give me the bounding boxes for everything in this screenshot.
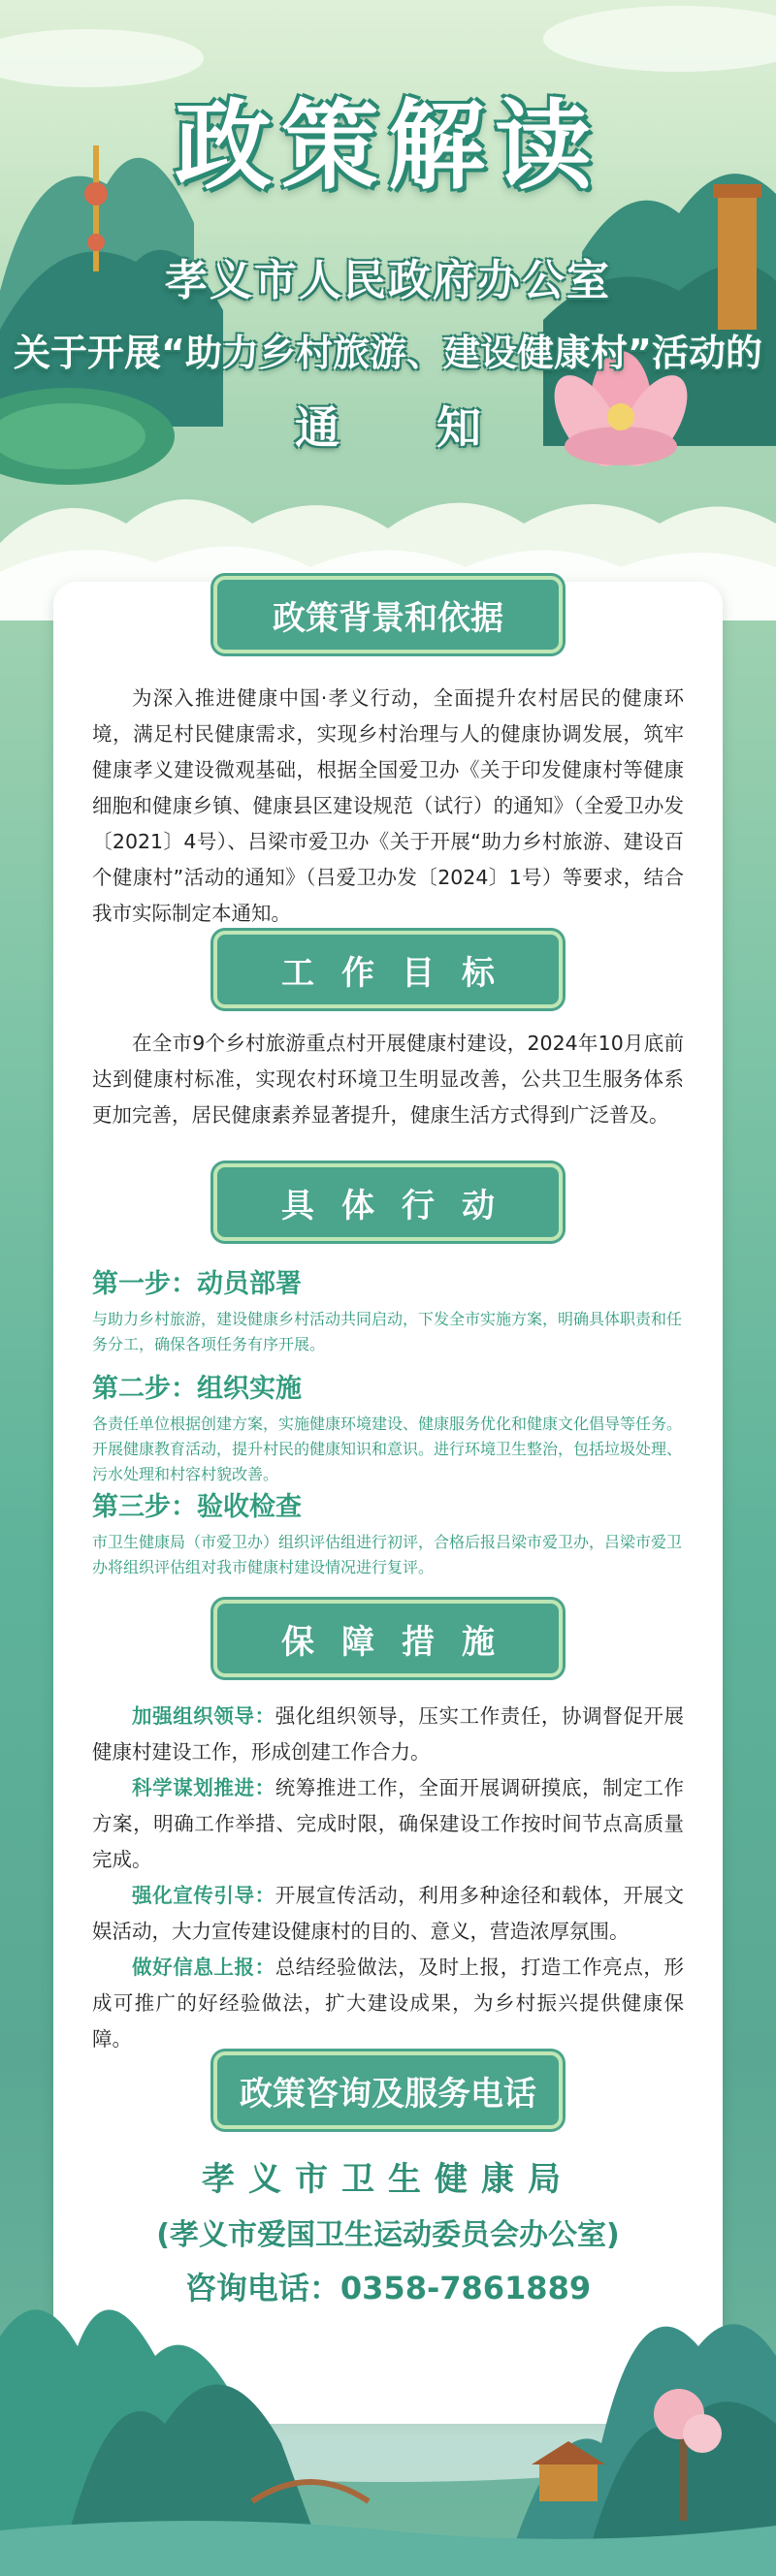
goal-paragraph: 在全市9个乡村旅游重点村开展健康村建设，2024年10月底前达到健康村标准，实现农村环境卫生明显改善，公共卫生服务体系更加完善，居民健康素养显著提升，健康生活方式得到广泛普及。	[92, 1032, 684, 1127]
step-3-text: 市卫生健康局（市爱卫办）组织评估组进行初评，合格后报吕梁市爱卫办，吕梁市爱卫办将组织评估组对我市健康村建设情况进行复评。	[92, 1533, 683, 1576]
footer-landscape-illustration	[0, 2191, 776, 2576]
measure-label: 加强组织领导：	[132, 1704, 275, 1728]
step-2-text: 各责任单位根据创建方案，实施健康环境建设、健康服务优化和健康文化倡导等任务。开展健康教育活动，提升村民的健康知识和意识。进行环境卫生整治，包括垃圾处理、污水处理和村容村貌改善。	[92, 1415, 683, 1483]
measure-label: 强化宣传引导：	[132, 1884, 275, 1907]
page-title: 政策解读	[175, 89, 601, 203]
section-heading-measures: 保障措施	[213, 1600, 563, 1677]
section-heading-goal: 工作目标	[213, 931, 563, 1008]
measure-label: 做好信息上报：	[132, 1956, 275, 1979]
measure-text: 总结经验做法，及时上报，打造工作亮点，形成可推广的好经验做法，扩大建设成果，为乡村振兴提供健康保障。	[92, 1956, 685, 2051]
step-1-text: 与助力乡村旅游，建设健康乡村活动共同启动，下发全市实施方案，明确具体职责和任务分工，确保各项任务有序开展。	[92, 1310, 683, 1353]
measure-item	[92, 1699, 684, 1770]
measure-label: 科学谋划推进：	[132, 1776, 275, 1799]
document-title: 关于开展“助力乡村旅游、建设健康村”活动的	[14, 332, 762, 374]
measure-text: 开展宣传活动，利用多种途径和载体，开展文娱活动，大力宣传建设健康村的目的、意义，营造浓厚氛围。	[92, 1884, 685, 1943]
step-1-title: 第一步：动员部署	[92, 1269, 302, 1299]
contact-org-sub: (孝义市爱国卫生运动委员会办公室)	[156, 2218, 620, 2252]
measure-item	[92, 1770, 684, 1878]
measure-item	[92, 1950, 684, 2057]
contact-org: 孝义市卫生健康局	[202, 2160, 574, 2199]
content-card	[53, 582, 723, 2424]
document-type: 通知	[295, 401, 578, 454]
section-heading-contact: 政策咨询及服务电话	[213, 2051, 563, 2129]
measure-text: 统筹推进工作，全面开展调研摸底，制定工作方案，明确工作举措、完成时限，确保建设工作按时间节点高质量完成。	[92, 1776, 685, 1871]
measure-text: 强化组织领导，压实工作责任，协调督促开展健康村建设工作，形成创建工作合力。	[92, 1704, 685, 1764]
contact-phone: 咨询电话：0358-7861889	[184, 2270, 592, 2306]
issuer-title: 孝义市人民政府办公室	[165, 256, 611, 305]
section-heading-actions: 具体行动	[213, 1163, 563, 1241]
section-heading-background: 政策背景和依据	[213, 576, 563, 653]
header-banner	[0, 0, 776, 620]
measure-item	[92, 1878, 684, 1950]
step-3-title: 第三步：验收检查	[92, 1492, 302, 1522]
step-2-title: 第二步：组织实施	[92, 1374, 302, 1404]
background-paragraph: 为深入推进健康中国·孝义行动，全面提升农村居民的健康环境，满足村民健康需求，实现乡村治理与人的健康协调发展，筑牢健康孝义建设微观基础，根据全国爱卫办《关于印发健康村等健康细胞和健康乡镇、健康县区建设规范（试行）的通知》（全爱卫办发〔2021〕4号）、吕梁市爱卫办《关于开展“助力乡村旅游、建设百个健康村”活动的通知》（吕爱卫办发〔2024〕1号）等要求，结合我市实际制定本通知。	[92, 686, 684, 925]
